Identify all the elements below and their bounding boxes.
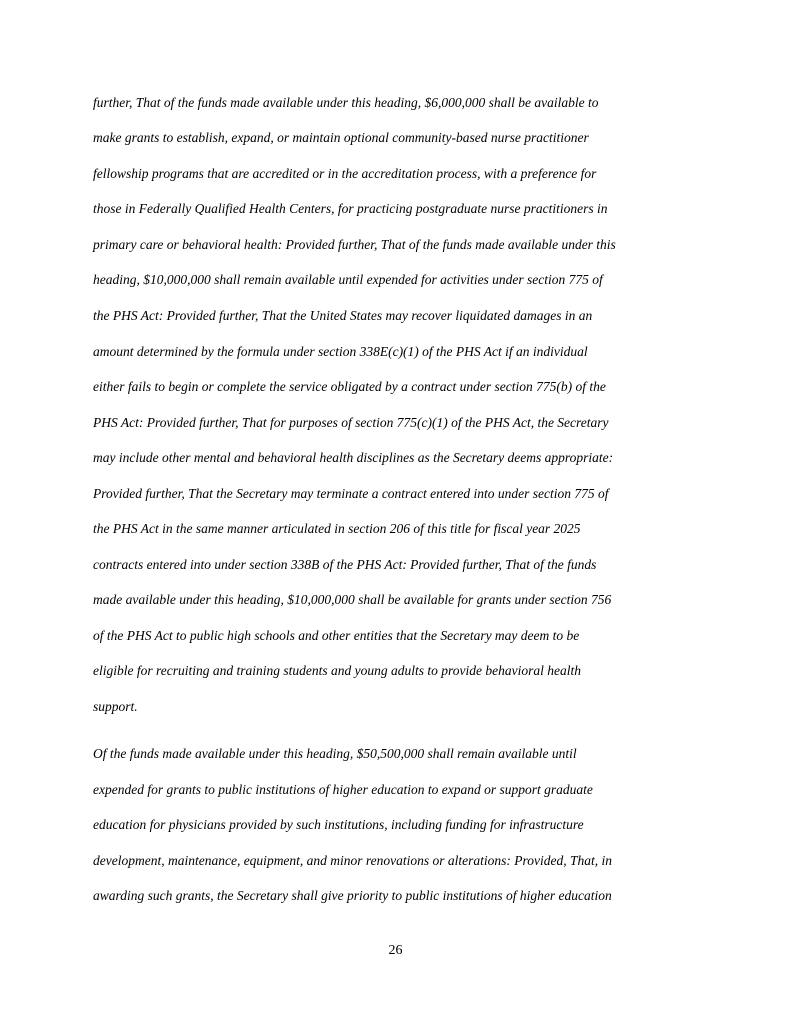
text-line: make grants to establish, expand, or maintain optional community-based nurse practitioner xyxy=(93,130,589,145)
text-line: the PHS Act: Provided further, That the United States may recover liquidated damages in an xyxy=(93,308,593,323)
text-line: PHS Act: Provided further, That for purposes of section 775(c)(1) of the PHS Act, the Secretary xyxy=(93,415,609,430)
text-line: primary care or behavioral health: Provided further, That of the funds made available under this xyxy=(93,237,616,252)
text-line: those in Federally Qualified Health Centers, for practicing postgraduate nurse practitioners in xyxy=(93,201,608,216)
text-line: expended for grants to public institutions of higher education to expand or support graduate xyxy=(93,782,593,797)
text-line: eligible for recruiting and training students and young adults to provide behavioral health xyxy=(93,663,581,678)
text-line: education for physicians provided by such institutions, including funding for infrastructure xyxy=(93,817,584,832)
text-line: Provided further, That the Secretary may terminate a contract entered into under section 775 of xyxy=(93,486,609,501)
text-line: support. xyxy=(93,699,138,714)
page-number: 26 xyxy=(388,943,403,958)
text-line: the PHS Act in the same manner articulated in section 206 of this title for fiscal year 2025 xyxy=(93,521,581,536)
text-line: made available under this heading, $10,000,000 shall be available for grants under section 756 xyxy=(93,592,612,607)
text-line: amount determined by the formula under section 338E(c)(1) of the PHS Act if an individual xyxy=(93,344,588,359)
text-line: development, maintenance, equipment, and minor renovations or alterations: Provided, That, in xyxy=(93,853,613,868)
text-line: awarding such grants, the Secretary shall give priority to public institutions of higher education xyxy=(93,888,612,903)
text-line: of the PHS Act to public high schools and other entities that the Secretary may deem to be xyxy=(93,628,580,643)
text-line: further, That of the funds made available under this heading, $6,000,000 shall be available to xyxy=(93,95,599,110)
text-line: contracts entered into under section 338B of the PHS Act: Provided further, That of the funds xyxy=(93,557,597,572)
text-line: fellowship programs that are accredited or in the accreditation process, with a preference for xyxy=(93,166,597,181)
text-line: may include other mental and behavioral health disciplines as the Secretary deems appropriate: xyxy=(93,450,614,465)
text-line: Of the funds made available under this heading, $50,500,000 shall remain available until xyxy=(93,746,577,761)
text-line: either fails to begin or complete the service obligated by a contract under section 775(b) of the xyxy=(93,379,606,394)
text-line: heading, $10,000,000 shall remain available until expended for activities under section 775 of xyxy=(93,272,603,287)
